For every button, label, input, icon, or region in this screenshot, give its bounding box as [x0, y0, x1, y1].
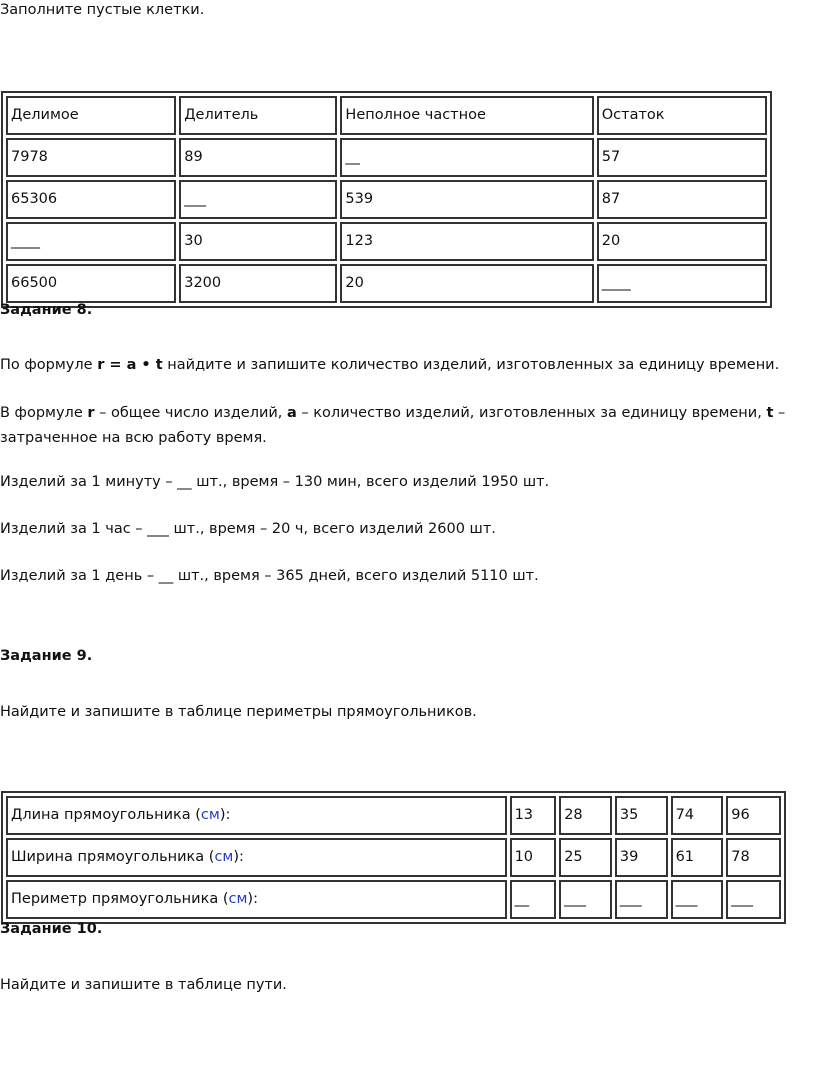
table-row: [6, 138, 767, 177]
task10-heading: Задание 10.: [0, 921, 103, 937]
table-cell: 539: [340, 180, 593, 219]
def-text: – общее число изделий,: [94, 405, 288, 421]
def-var-t: t: [766, 405, 774, 421]
def-text: – количество изделий, изготовленных за единицу времени,: [296, 405, 767, 421]
table-cell: 89: [179, 138, 337, 177]
table-cell: 7978: [6, 138, 176, 177]
table-cell: 20: [597, 222, 767, 261]
task8-definition-line1: [0, 405, 785, 421]
task8-definition-line2: затраченное на всю работу время.: [0, 430, 267, 446]
blank-cell[interactable]: ____: [597, 264, 767, 303]
table-row: [6, 180, 767, 219]
task8-item: Изделий за 1 день – __ шт., время – 365 дней, всего изделий 5110 шт.: [0, 568, 539, 584]
table-cell: 20: [340, 264, 593, 303]
table-cell: 123: [340, 222, 593, 261]
header-cell: Делимое: [6, 96, 176, 135]
table-cell: 66500: [6, 264, 176, 303]
blank-cell[interactable]: __: [510, 880, 557, 919]
task8-item: Изделий за 1 час – ___ шт., время – 20 ч, всего изделий 2600 шт.: [0, 521, 496, 537]
perimeter-table: [1, 791, 786, 924]
task10-text: Найдите и запишите в таблице пути.: [0, 977, 287, 993]
formula-suffix: найдите и запишите количество изделий, изготовленных за единицу времени.: [162, 357, 780, 373]
table-cell: 3200: [179, 264, 337, 303]
def-var-a: a: [287, 405, 297, 421]
header-cell: Неполное частное: [340, 96, 593, 135]
table-cell: 74: [671, 796, 724, 835]
table-row: [6, 796, 781, 835]
formula: r = a • t: [97, 357, 163, 373]
table-cell: 87: [597, 180, 767, 219]
formula-prefix: По формуле: [0, 357, 98, 373]
blank-cell[interactable]: ___: [559, 880, 612, 919]
table-cell: 78: [726, 838, 781, 877]
blank-cell[interactable]: ___: [726, 880, 781, 919]
def-text: В формуле: [0, 405, 88, 421]
row-label: Ширина прямоугольника (см):: [6, 838, 507, 877]
table-cell: 13: [510, 796, 557, 835]
blank-cell[interactable]: ____: [6, 222, 176, 261]
table-cell: 35: [615, 796, 668, 835]
table-row: [6, 222, 767, 261]
table-cell: 61: [671, 838, 724, 877]
table-cell: 65306: [6, 180, 176, 219]
blank-cell[interactable]: __: [340, 138, 593, 177]
task9-heading: Задание 9.: [0, 648, 93, 664]
task8-formula-line: [0, 357, 779, 373]
table-cell: 10: [510, 838, 557, 877]
header-cell: Остаток: [597, 96, 767, 135]
table-cell: 25: [559, 838, 612, 877]
blank-cell[interactable]: ___: [671, 880, 724, 919]
division-table: [1, 91, 772, 308]
table-cell: 57: [597, 138, 767, 177]
task9-text: Найдите и запишите в таблице периметры прямоугольников.: [0, 704, 477, 720]
table-cell: 39: [615, 838, 668, 877]
row-label: Длина прямоугольника (см):: [6, 796, 507, 835]
def-var-r: r: [87, 405, 95, 421]
table-header-row: [6, 96, 767, 135]
table-cell: 96: [726, 796, 781, 835]
table-row: [6, 838, 781, 877]
def-text: –: [773, 405, 786, 421]
table-cell: 28: [559, 796, 612, 835]
table-row: [6, 264, 767, 303]
blank-cell[interactable]: ___: [615, 880, 668, 919]
intro-text: Заполните пустые клетки.: [0, 2, 205, 18]
blank-cell[interactable]: ___: [179, 180, 337, 219]
table-cell: 30: [179, 222, 337, 261]
header-cell: Делитель: [179, 96, 337, 135]
row-label: Периметр прямоугольника (см):: [6, 880, 507, 919]
task8-item: Изделий за 1 минуту – __ шт., время – 130 мин, всего изделий 1950 шт.: [0, 474, 550, 490]
task8-heading: Задание 8.: [0, 302, 93, 318]
table-row: [6, 880, 781, 919]
